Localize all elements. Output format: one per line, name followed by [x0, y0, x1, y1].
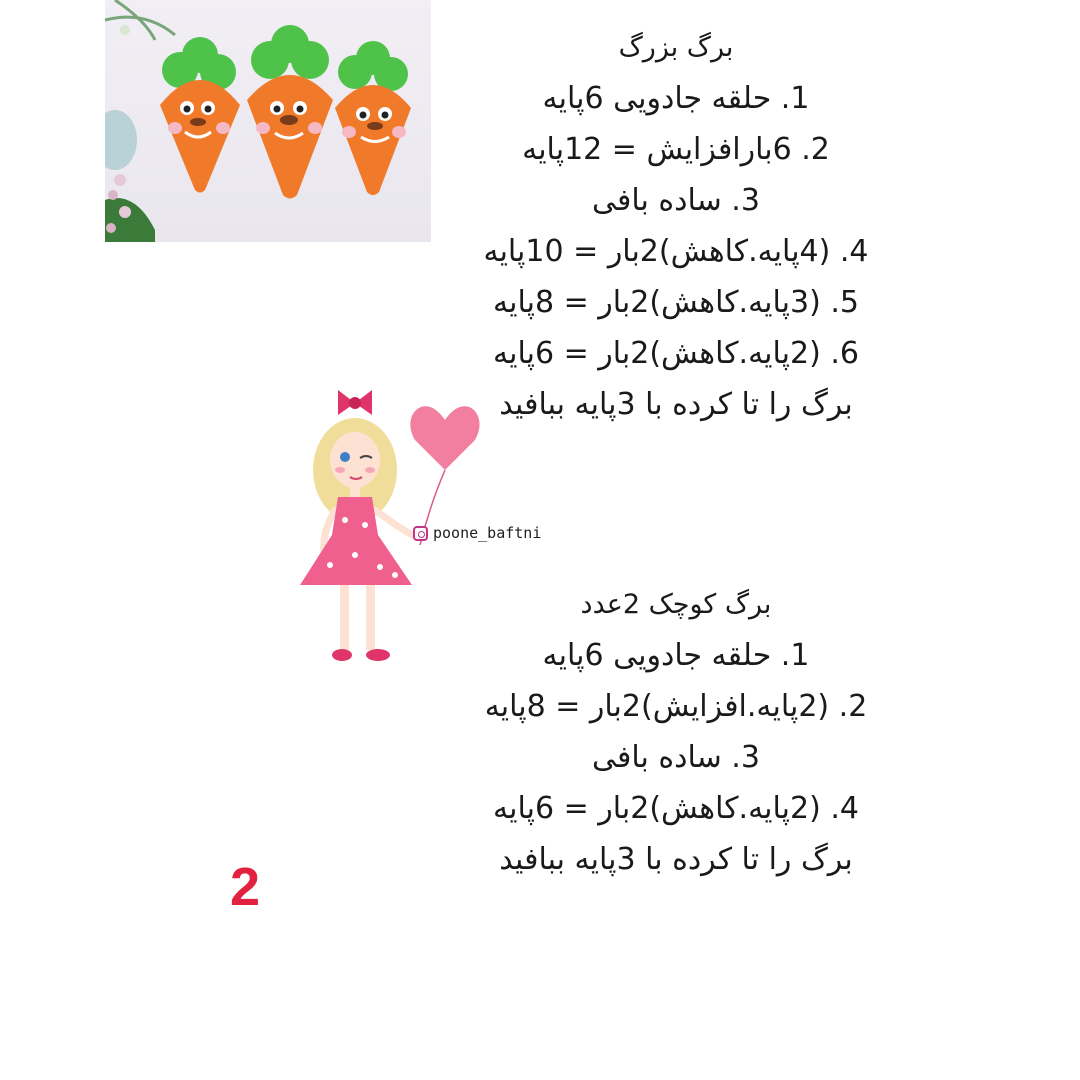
page-number: 2 — [230, 857, 261, 917]
small-leaf-step: 3. ساده بافی — [592, 740, 760, 775]
big-leaf-title: برگ بزرگ — [618, 32, 734, 63]
carrot-photo — [105, 0, 431, 242]
big-leaf-step: 4. (4پایه.کاهش)2بار = 10پایه — [483, 234, 869, 269]
big-leaf-step: 3. ساده بافی — [592, 183, 760, 218]
big-leaf-step: 2. 6بارافزایش = 12پایه — [522, 132, 830, 167]
big-leaf-section — [396, 22, 956, 430]
small-leaf-step: 2. (2پایه.افزایش)2بار = 8پایه — [484, 689, 868, 724]
big-leaf-step: 1. حلقه جادویی 6پایه — [542, 81, 810, 116]
small-leaf-section — [396, 579, 956, 885]
small-leaf-title: برگ کوچک 2عدد — [580, 589, 772, 620]
small-leaf-finish: برگ را تا کرده با 3پایه ببافید — [499, 842, 853, 877]
instagram-icon — [413, 526, 428, 541]
instagram-watermark — [413, 524, 541, 542]
small-leaf-step: 4. (2پایه.کاهش)2بار = 6پایه — [493, 791, 859, 826]
small-leaf-step: 1. حلقه جادویی 6پایه — [542, 638, 810, 673]
big-leaf-step: 6. (2پایه.کاهش)2بار = 6پایه — [493, 336, 859, 371]
big-leaf-step: 5. (3پایه.کاهش)2بار = 8پایه — [493, 285, 859, 320]
instagram-handle: poone_baftni — [433, 524, 542, 542]
big-leaf-finish: برگ را تا کرده با 3پایه ببافید — [499, 387, 853, 422]
carrot-illustration — [105, 0, 431, 242]
